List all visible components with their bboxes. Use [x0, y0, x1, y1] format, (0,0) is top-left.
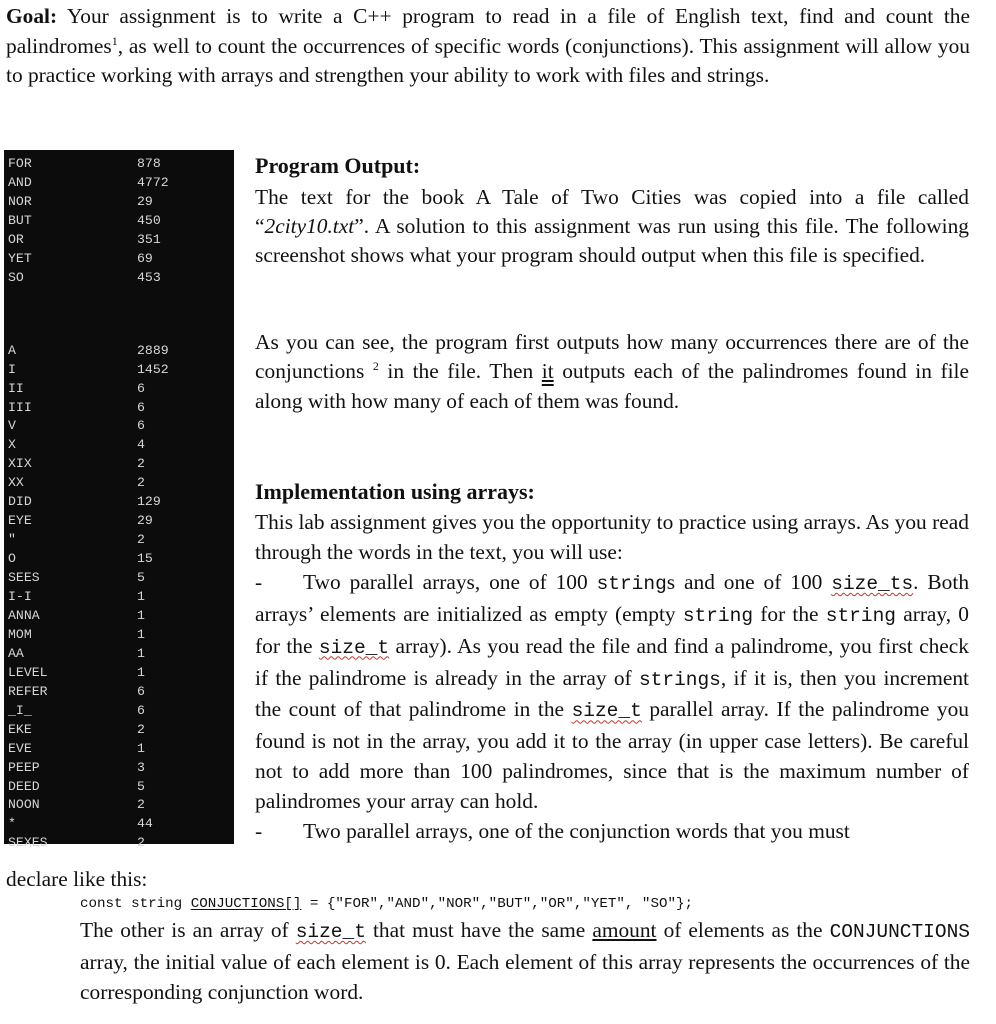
palindromes-count: 1: [137, 626, 145, 642]
after-amount: amount: [592, 918, 657, 942]
palindromes-word: SEES: [8, 570, 40, 586]
palindromes-count: 6: [137, 380, 145, 396]
palindromes-row: [4, 531, 234, 549]
palindromes-row: [4, 645, 234, 663]
conjunctions-word: SO: [8, 269, 24, 285]
bullet-1-text-a: Two parallel arrays, one of 100: [303, 569, 597, 594]
code-declaration: [80, 894, 693, 914]
palindromes-word: EVE: [8, 740, 32, 756]
palindromes-count: 2: [137, 797, 145, 813]
palindromes-row: [4, 740, 234, 758]
palindromes-row: [4, 588, 234, 606]
palindromes-row: [4, 721, 234, 739]
size-t-array-paragraph: [80, 915, 970, 1008]
conjunctions-count: 878: [137, 156, 161, 171]
conjunctions-count: 69: [137, 250, 153, 266]
palindromes-row: [4, 815, 234, 833]
palindromes-row: [4, 380, 234, 398]
palindromes-count: 2: [137, 532, 145, 548]
palindromes-count: 2889: [137, 342, 169, 358]
palindromes-row: [4, 626, 234, 644]
code-string-3: string: [825, 604, 896, 627]
palindromes-word: I-I: [8, 589, 32, 604]
bullet-1-text-b: s and one of 100: [666, 569, 832, 594]
palindromes-word: REFER: [8, 683, 48, 699]
palindromes-row: [4, 778, 234, 796]
footnote-2: 2: [372, 359, 379, 374]
palindromes-word: II: [8, 380, 24, 396]
code-const-string: const string: [80, 896, 191, 912]
palindromes-word: A: [8, 342, 16, 358]
palindromes-word: III: [8, 399, 32, 415]
palindromes-count: 2: [137, 835, 145, 851]
palindromes-count: 1452: [137, 361, 169, 377]
output-text-1: The text for the book A Tale of Two Cities was copied into a file called “: [255, 185, 969, 238]
conjunctions-row: [4, 193, 234, 211]
palindromes-word: O: [8, 551, 16, 567]
palindromes-row: [4, 455, 234, 473]
conjunctions-count: 450: [137, 212, 161, 228]
output-text-2: ”. A solution to this assignment was run using this file. The following screenshot shows what your program should output when this file is specified.: [255, 213, 969, 267]
palindromes-row: [4, 834, 234, 852]
output-filename: 2city10.txt: [264, 213, 355, 238]
after-conjunctions: CONJUNCTIONS: [829, 921, 970, 943]
palindromes-count: 6: [137, 683, 145, 699]
bullet-2: [255, 817, 969, 847]
code-string-2: string: [682, 604, 754, 627]
palindromes-word: XIX: [8, 456, 32, 472]
bullet-1-text-h: parallel array. If the palindrome you found is not in the array, you add it to the array (in upper case letters). Be careful not to add more than 100 palindromes, since that is the maximum number of palindromes your array can hold.: [255, 697, 969, 814]
conjunctions-word: NOR: [8, 193, 32, 209]
bullet-2-text: Two parallel arrays, one of the conjunction words that you must: [303, 819, 850, 844]
code-string: string: [596, 572, 667, 595]
palindromes-count: 1: [137, 740, 145, 756]
palindromes-row: [4, 399, 234, 417]
palindromes-count: 2: [137, 475, 145, 491]
palindromes-count: 6: [137, 399, 145, 415]
palindromes-word: SEXES: [8, 835, 48, 851]
after-text-b: that must have the same: [365, 918, 593, 942]
explain-text-a: As you can see, the program first outputs how many occurrences there are of the conjunctions: [255, 330, 969, 384]
bullet-1-text-f: array). As you read the file and find a palindrome, you first check if the palindrome is already in the array of: [255, 633, 969, 690]
conjunctions-row: [4, 231, 234, 249]
conjunctions-word: FOR: [8, 156, 32, 171]
palindromes-count: 1: [137, 607, 145, 623]
bullet-dash-2: -: [255, 819, 263, 844]
implementation-intro: This lab assignment gives you the opportunity to practice using arrays. As you read through the words in the text, you will use:: [255, 510, 969, 564]
bullet-1-text-c: . Both arrays’ elements are initialized as empty (empty: [255, 569, 970, 626]
palindromes-row: [4, 493, 234, 511]
intro-text-a: Your assignment is to write a C++ program to read in a file of English text, find and count the palindromes: [6, 4, 970, 58]
palindromes-count: 5: [137, 570, 145, 586]
palindromes-row: [4, 607, 234, 625]
palindromes-count: 3: [137, 759, 145, 775]
palindromes-row: [4, 569, 234, 587]
palindromes-count: 6: [137, 418, 145, 434]
palindromes-word: DID: [8, 494, 32, 510]
intro-paragraph: [6, 2, 970, 91]
conjunctions-word: OR: [8, 231, 24, 247]
goal-label: Goal:: [6, 4, 58, 28]
palindromes-word: AA: [8, 645, 24, 661]
palindromes-row: [4, 683, 234, 701]
after-text-d: array, the initial value of each element is 0. Each element of this array represents the occurrences of the corresponding conjunction word.: [80, 950, 970, 1005]
palindromes-count: 1: [137, 589, 145, 604]
intro-text-b: , as well to count the occurrences of specific words (conjunctions). This assignment will allow you to practice working with arrays and strengthen your ability to work with files and strings.: [6, 33, 970, 88]
palindromes-count: 5: [137, 778, 145, 794]
explain-it: it: [541, 359, 554, 384]
conjunctions-row: [4, 155, 234, 173]
conjunctions-count: 29: [137, 193, 153, 209]
explain-text-c: outputs each of the palindromes found in file along with how many of each of them was found.: [255, 359, 969, 413]
palindromes-count: 1: [137, 645, 145, 661]
palindromes-row: [4, 550, 234, 568]
bullet-dash: -: [255, 569, 263, 594]
conjunctions-word: BUT: [8, 212, 32, 228]
after-text-c: of elements as the: [656, 918, 830, 942]
bullet-1-text-e: array, 0 for the: [255, 601, 969, 658]
program-output-title: Program Output:: [255, 153, 421, 178]
palindromes-count: 44: [137, 816, 153, 832]
palindromes-word: ": [8, 532, 16, 548]
conjunctions-count: 453: [137, 269, 161, 285]
conjunctions-row: [4, 174, 234, 192]
palindromes-word: DEED: [8, 778, 40, 794]
palindromes-count: 29: [137, 513, 153, 529]
bullet-1-text-g: , if it is, then you increment the count of that palindrome in the: [255, 665, 969, 722]
palindromes-word: ANNA: [8, 607, 40, 623]
footnote-1: 1: [111, 33, 118, 48]
palindromes-word: XX: [8, 475, 24, 491]
palindromes-word: MOM: [8, 626, 32, 642]
conjunctions-row: [4, 250, 234, 268]
palindromes-count: 15: [137, 551, 153, 567]
palindromes-word: *: [8, 816, 16, 832]
palindromes-count: 129: [137, 494, 161, 510]
code-size-t: size_t: [318, 636, 390, 659]
implementation-body: [255, 508, 969, 847]
conjunctions-word: AND: [8, 174, 32, 190]
palindromes-row: [4, 796, 234, 814]
declare-text: declare like this:: [6, 867, 148, 891]
code-strings: strings: [638, 668, 721, 691]
conjunctions-row: [4, 212, 234, 230]
after-size-t: size_t: [295, 921, 366, 943]
bullet-1: [255, 568, 969, 817]
palindromes-word: LEVEL: [8, 664, 48, 680]
palindromes-word: V: [8, 418, 16, 434]
code-size-ts: size_ts: [831, 572, 914, 595]
palindromes-word: EYE: [8, 513, 32, 529]
palindromes-word: PEEP: [8, 759, 40, 775]
conjunctions-count: 4772: [137, 174, 169, 190]
palindromes-row: [4, 474, 234, 492]
code-size-t-2: size_t: [571, 700, 642, 723]
palindromes-word: NOON: [8, 797, 40, 813]
palindromes-count: 2: [137, 456, 145, 472]
after-text-a: The other is an array of: [80, 918, 296, 942]
explain-text-b: in the file. Then: [378, 359, 542, 384]
conjunctions-count: 351: [137, 231, 161, 247]
implementation-title: Implementation using arrays:: [255, 479, 535, 504]
program-output-body: [255, 183, 969, 269]
palindromes-row: [4, 417, 234, 435]
palindromes-row: [4, 702, 234, 720]
palindromes-row: [4, 664, 234, 682]
palindromes-word: I: [8, 361, 16, 377]
palindromes-row: [4, 342, 234, 360]
palindromes-word: EKE: [8, 721, 32, 737]
explain-paragraph: [255, 328, 969, 416]
palindromes-word: _I_: [8, 702, 32, 718]
palindromes-count: 1: [137, 664, 145, 680]
palindromes-row: [4, 759, 234, 777]
conjunctions-word: YET: [8, 250, 32, 266]
palindromes-word: X: [8, 437, 16, 453]
conjunctions-row: [4, 269, 234, 287]
palindromes-count: 2: [137, 721, 145, 737]
palindromes-count: 6: [137, 702, 145, 718]
bullet-1-text-d: for the: [753, 601, 826, 626]
console-output-screenshot: [4, 150, 234, 851]
palindromes-row: [4, 361, 234, 379]
palindromes-row: [4, 436, 234, 454]
code-array-name: CONJUCTIONS[]: [190, 896, 302, 912]
code-initializer: = {"FOR","AND","NOR","BUT","OR","YET", "SO"};: [301, 896, 694, 912]
palindromes-row: [4, 512, 234, 530]
palindromes-count: 4: [137, 437, 145, 453]
